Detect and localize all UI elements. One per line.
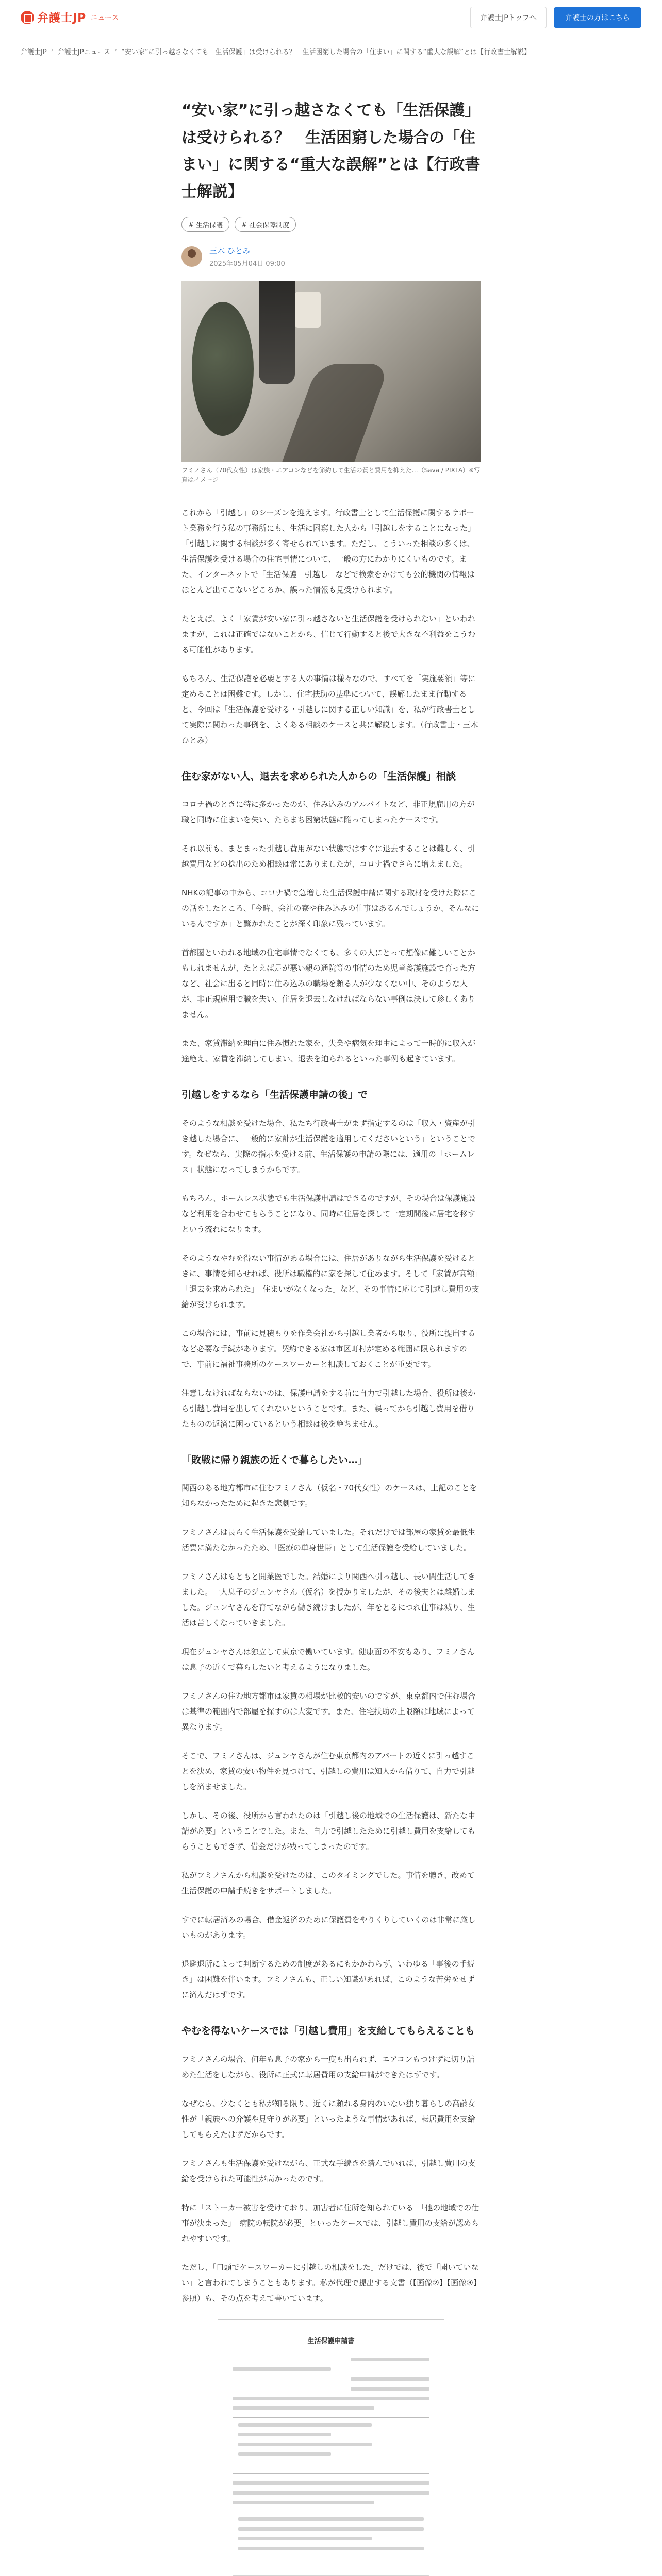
document-line <box>238 2443 372 2446</box>
section-heading: 引越しをするなら「生活保護申請の後」で <box>181 1089 368 1101</box>
hero-bag-shape <box>295 292 321 328</box>
paragraph: もちろん、ホームレス状態でも生活保護申請はできるのですが、その場合は保護施設など利用を合わせてもらうことになり、同時に住居を探して一定期間後に居宅を移すという流れになります。 <box>181 1193 476 1234</box>
tag-label: 生活保護 <box>196 222 223 229</box>
document-line <box>238 2517 424 2521</box>
top-page-link[interactable]: 弁護士JPトップへ <box>470 7 547 28</box>
hero-caption: フミノさん（70代女性）は家族・エアコンなどを節約して生活の質と費用を抑えた…（Sava / PIXTA）※写真はイメージ <box>181 467 481 483</box>
paragraph: フミノさんはもともと開業医でした。結婚により関西へ引っ越し、長い間生活してきました。一人息子のジュンヤさん（仮名）を授かりましたが、その後夫とは離婚しました。ジュンヤさんを育てながら働き続けましたが、年をとるにつれ仕事は減り、生活は苦しくなっていきました。 <box>181 1572 476 1628</box>
paragraph: 関西のある地方都市に住むフミノさん（仮名・70代女性）のケースは、上記のことを知らなかったために起きた悲劇です。 <box>181 1483 477 1509</box>
paragraph: フミノさんは長らく生活保護を受給していました。それだけでは部屋の家賃を最低生活費に満たなかったため、「医療の単身世帯」として生活保護を受給していました。 <box>181 1528 476 1553</box>
document-line <box>238 2547 424 2550</box>
hero-shadow-shape <box>282 364 390 462</box>
document-line <box>233 2397 429 2400</box>
section-heading: やむを得ないケースでは「引越し費用」を支給してもらえることも <box>181 2025 475 2037</box>
document-line <box>233 2491 429 2495</box>
article <box>181 56 481 2576</box>
paragraph: フミノさんも生活保護を受けながら、正式な手続きを踏んでいれば、引越し費用の支給を受けられた可能性が高かったのです。 <box>181 2158 476 2183</box>
logo-text: 弁護士JP <box>37 12 87 25</box>
author-avatar[interactable] <box>181 246 202 267</box>
paragraph: これから「引越し」のシーズンを迎えます。行政書士として生活保護に関するサポート業務を行う私の事務所にも、生活に困窮した人から「引越しをすることになった」「引越しに関する相談が多く寄せられています。ただし、こういった相談の多くは、生活保護を受ける場合の住宅事情について、一般の方にわかりにくいものです。また、インターネットで「生活保護 引越し」などで検索をかけても公的機関の情報はほとんど出てこないどころか、誤った情報も見受けられます。 <box>181 508 476 595</box>
lawyer-login-button[interactable]: 弁護士の方はこちら <box>554 7 641 28</box>
document-line <box>238 2537 372 2540</box>
paragraph: 首都圏といわれる地域の住宅事情でなくても、多くの人にとって想像に難しいことかもしれませんが、たとえば足が悪い親の通院等の事情のため児童養護施設で育った方など、社会に出ると同時に住み込みの職場を頼る人が少なくない中、そのような人が、非正規雇用で職を失い、住居を退去しなければならない事例は決して珍しくありません。 <box>181 948 476 1020</box>
breadcrumb-current: “安い家”に引っ越さなくても「生活保護」は受けられる？ 生活困窮した場合の「住まい」に関する“重大な誤解”とは【行政書士解説】 <box>121 48 531 56</box>
document-line <box>351 2387 429 2391</box>
publish-date: 2025年05月04日 09:00 <box>209 260 285 268</box>
document-line <box>233 2481 429 2485</box>
paragraph: それ以前も、まとまった引越し費用がない状態ではすぐに退去することは難しく、引越費用などの捻出のため相談は常にありましたが、コロナ禍でさらに増えました。 <box>181 844 475 869</box>
breadcrumb-home[interactable]: 弁護士JP <box>21 48 47 56</box>
article-title: “安い家”に引っ越さなくても「生活保護」は受けられる？ 生活困窮した場合の「住まい」に関する“重大な誤解”とは【行政書士解説】 <box>181 101 481 201</box>
document-line <box>238 2452 331 2456</box>
paragraph: フミノさんの住む地方都市は家賃の相場が比較的安いのですが、東京都内で住む場合は基準の範囲内で部屋を探すのは大変です。また、住宅扶助の上限額は地域によって異なります。 <box>181 1691 476 1732</box>
paragraph: すでに転居済みの場合、借金返済のために保護費をやりくりしていくのは非常に厳しいものがあります。 <box>181 1915 476 1940</box>
paragraph: そこで、フミノさんは、ジュンヤさんが住む東京都内のアパートの近くに引っ越すことを決め、家賃の安い物件を見つけて、引越しの費用は知人から借りて、自力で引越しを済ませました。 <box>181 1751 475 1792</box>
logo-mark-icon <box>21 11 34 24</box>
paragraph: フミノさんの場合、何年も息子の家から一度も出られず、エアコンもつけずに切り詰めた生活をしながら、役所に正式に転居費用の支給申請ができたはずです。 <box>181 2054 475 2079</box>
hero-image <box>181 281 481 462</box>
site-header <box>0 0 662 35</box>
tag-list <box>181 217 481 232</box>
document-line <box>233 2406 374 2410</box>
hero-person-shape <box>259 281 295 384</box>
document-line <box>233 2501 374 2504</box>
breadcrumb <box>0 35 662 56</box>
tag-label: 社会保障制度 <box>249 222 290 229</box>
paragraph: そのような相談を受けた場合、私たち行政書士がまず指定するのは「収入・資産が引き越した場合に、一般的に家計が生活保護を適用してくださいという」ということです。なぜなら、実際の指示を受ける前、生活保護の申請の際には、適用の「ホームレス」状態になってしまうからです。 <box>181 1118 476 1174</box>
paragraph: ただし、「口頭でケースワーカーに引越しの相談をした」だけでは、後で「聞いていない」と言われてしまうこともあります。私が代理で提出する文書（【画像②】【画像③】参照）も、その点を考えて書いています。 <box>181 2262 479 2303</box>
tag-item[interactable]: # 生活保護 <box>181 217 229 232</box>
logo-subtext: ニュース <box>90 13 119 22</box>
document-title: 生活保護申請書 <box>307 2337 355 2345</box>
tag-item[interactable]: # 社会保障制度 <box>235 217 296 232</box>
paragraph: 現在ジュンヤさんは独立して東京で働いています。健康面の不安もあり、フミノさんは息子の近くで暮らしたいと考えるようになりました。 <box>181 1647 475 1672</box>
paragraph: 注意しなければならないのは、保護申請をする前に自力で引越した場合、役所は後から引越し費用を出してくれないということです。また、誤ってから引越し費用を借りたものの返済に困っているという相談は後を絶ちません。 <box>181 1388 476 1429</box>
paragraph: そのようなやむを得ない事情がある場合には、住居がありながら生活保護を受けるときに、事情を知らせれば、役所は職権的に家を探して住めます。そして「家賃が高額」「退去を求められた」「住まいがなくなった」など、その事情に応じて引越し費用の支給が受けられます。 <box>181 1253 479 1309</box>
document-table <box>233 2417 429 2474</box>
author-name[interactable]: 三木 ひとみ <box>209 246 251 256</box>
document-line <box>238 2433 331 2436</box>
paragraph: 私がフミノさんから相談を受けたのは、このタイミングでした。事情を聴き、改めて生活保護の申請手続きをサポートしました。 <box>181 1871 475 1896</box>
breadcrumb-separator: › <box>114 46 118 54</box>
paragraph: しかし、その後、役所から言われたのは「引越し後の地域での生活保護は、新たな申請が必要」ということでした。また、自力で引越したために引越し費用を支給してもらうこともできず、借金だけが残ってしまったのです。 <box>181 1811 476 1852</box>
document-line <box>351 2377 429 2381</box>
paragraph: コロナ禍のときに特に多かったのが、住み込みのアルバイトなど、非正規雇用の方が職と同時に住まいを失い、たちまち困窮状態に陥ってしまったケースです。 <box>181 800 475 825</box>
article-body <box>181 505 481 2576</box>
author-block <box>181 245 481 268</box>
paragraph: たとえば、よく「家賃が安い家に引っ越さないと生活保護を受けられない」といわれますが、これは正確ではないことから、信じて行動すると後で大きな不利益をこうむる可能性があります。 <box>181 614 476 654</box>
breadcrumb-separator: › <box>51 46 54 54</box>
document-line <box>238 2423 372 2427</box>
document-line <box>238 2527 424 2531</box>
document-table <box>233 2512 429 2568</box>
paragraph: なぜなら、少なくとも私が知る限り、近くに頼れる身内のいない独り暮らしの高齢女性が「親族への介護や見守りが必要」といったような事情があれば、転居費用を支給してもらえたはずだからです。 <box>181 2098 476 2139</box>
section-heading: 「敗戦に帰り親族の近くで暮らしたい…」 <box>181 1454 368 1466</box>
paragraph: また、家賃滞納を理由に住み慣れた家を、失業や病気を理由によって一時的に収入が途絶え、家賃を滞納してしまい、退去を迫られるといった事例も起きています。 <box>181 1039 476 1064</box>
paragraph: 退避退所によって判断するための制度があるにもかかわらず、いわゆる「事後の手続き」は困難を伴います。フミノさんも、正しい知識があれば、このような苦労をせずに済んだはずです。 <box>181 1959 475 2000</box>
paragraph: 特に「ストーカー被害を受けており、加害者に住所を知られている」「他の地域での仕事が決まった」「病院の転院が必要」といったケースでは、引越し費用の支給が認められやすいです。 <box>181 2202 479 2243</box>
section-heading: 住む家がない人、退去を求められた人からの「生活保護」相談 <box>181 771 456 782</box>
document-line <box>233 2367 331 2371</box>
breadcrumb-news[interactable]: 弁護士JPニュース <box>57 48 110 56</box>
paragraph: この場合には、事前に見積もりを作業会社から引越し業者から取り、役所に提出するなど必要な手続があります。契約できる家は市区町村が定める範囲に限られますので、事前に福祉事務所のケースワーカーと相談しておくことが重要です。 <box>181 1328 476 1369</box>
document-line <box>351 2358 429 2361</box>
hero-plant-shape <box>192 302 254 436</box>
document-image-1 <box>218 2319 444 2576</box>
paragraph: NHKの記事の中から、コロナ禍で急増した生活保護申請に関する取材を受けた際にこの話をしたところ、「今時、会社の寮や住み込みの仕事はあるんでしょうか、そんなにいるんですか」と驚かれたことが深く印象に残っています。 <box>181 888 479 929</box>
site-logo[interactable] <box>21 9 119 25</box>
paragraph: もちろん、生活保護を必要とする人の事情は様々なので、すべてを「実施要領」等に定めることは困難です。しかし、住宅扶助の基準について、誤解したまま行動すると、今回は「生活保護を受ける・引越しに関する正しい知識」を、私が行政書士として実際に関わった事例を、よくある相談のケースと共に解説します。（行政書士・三木ひとみ） <box>181 674 478 745</box>
